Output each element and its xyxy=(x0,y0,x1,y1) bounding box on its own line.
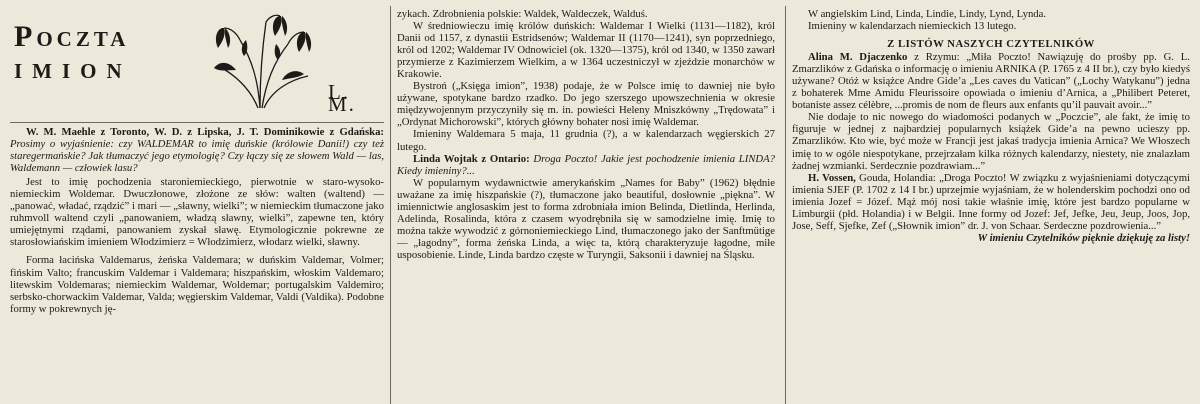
letter-author: H. Vossen, xyxy=(808,171,856,184)
answer-paragraph: Jest to imię pochodzenia staroniemieckiego, pierwotnie w staro-wysoko-niemieckim Woldemar. Dwuczłonowe, złożone ze słów: walten (waltend) — „panować, władać, rządzić” i mari — „sławny, wielki”; w niemieckim tłumaczone jako ruhmvoll waltend czyli „panowaniem, władzą sławny, wielki”, zapewne ten, który umiejętnymi rządami, panowaniem zyskał sławę. Etymologicznie pokrewne ze starosłowiańskim imieniem Włodzimierz = Włodzimierz, włodarz wielki, sławny. xyxy=(10,176,384,249)
answer-paragraph: Imieniny w kalendarzach niemieckich 13 lutego. xyxy=(808,20,1017,33)
column-2 xyxy=(397,8,775,404)
closing-line: W imieniu Czytelników pięknie dziękuję za listy! xyxy=(977,231,1190,244)
question-authors: W. M. Maehle z Toronto, W. D. z Lipska, J. T. Dominikowie z Gdańska: xyxy=(26,126,384,138)
column-3 xyxy=(792,8,1190,404)
letter-author: Alina M. Djaczenko xyxy=(808,51,908,64)
page-title-line2: imion xyxy=(14,52,132,85)
column-divider xyxy=(390,6,391,404)
answer-paragraph: Forma łacińska Valdemarus, żeńska Valdemara; w duńskim Valdemar, Volmer; fińskim Valto; francuskim Valdemar i Valdemara; hiszpańskim, włoskim Valdemaro; litewskim Voldemaras; niemieckim Waldemar, Woldemar; portugalskim Valdemiro; serbsko-chorwackim Valdemar, Valda; węgierskim Valdemar, Valdi (Valdika). Podobne formy w pokrewnych ję- xyxy=(10,254,384,315)
question-text: Droga Poczto! Jakie jest pochodzenie imienia LINDA? Kiedy imieniny?... xyxy=(397,152,775,177)
answer-paragraph: W popularnym wydawnictwie amerykańskim „Names for Baby” (1962) błędnie uważane za imię hiszpańskie (?), tłumaczone jako beautiful, dosłownie „piękna”. W imiennictwie anglosaskim jest to forma zdrobniała imion Belinda, Dietlinda, Herlinda, Adelinda, Rosalinda, która z czasem wyodrębniła się w samodzielne imię. Imię to można także wywodzić z górnoniemieckiego Lind, tłumaczonego jako der Sanftmütige — „łagodny”, forma żeńska Linda, a więc ta, którą charakteryzuje łagodne, miłe usposobienie. Linde, Linda bardzo częste w Turyngii, Saksonii i dawniej na Śląsku. xyxy=(397,176,775,261)
question-text: Prosimy o wyjaśnienie: czy WALDEMAR to imię duńskie (królowie Danii!) czy też staregermańskie? Jak tłumaczyć jego etymologię? Czy łączy się ze słowem Wald — las, Waldemann — człowiek lasu? xyxy=(10,138,384,175)
header-rule xyxy=(10,122,384,123)
answer-paragraph: Bystroń („Księga imion”, 1938) podaje, że w Polsce imię to dawniej nie było używane, spotykane bardzo rzadko. Do jego szerszego upowszechnienia w okresie międzywojennym przyczyniły się m. in. powieści Heleny Mniszkówny „Trędowata” i „Ordynat Michorowski”, których główny bohater nosi imię Waldemar. xyxy=(397,80,775,129)
column-divider xyxy=(785,6,786,404)
reader-letter xyxy=(792,51,1190,111)
section-heading: Z LISTÓW NASZYCH CZYTELNIKÓW xyxy=(887,38,1095,51)
header xyxy=(10,8,384,118)
letter-text: Gouda, Holandia: „Droga Poczto! W związku z wyjaśnieniami dotyczącymi imienia SJEF (P. 1702 z 14 I br.) uprzejmie wyjaśniam, że w holenderskim pochodzi ono od imienia Jozef = Józef. Mąż mój nosi takie właśnie imię, które jest bardzo popularne w Limburgii (płd. Holandia) i w Belgii. Inne formy od Jozef: Jef, Jefke, Jeu, Jeup, Joos, Jop, Jose, Seff, Sjefke, Zef („Słownik imion” dr. J. von Schaar. Serdeczne pozdrowienia...” xyxy=(792,171,1190,232)
reader-letter: Nie dodaje to nic nowego do wiadomości podanych w „Poczcie”, ale fakt, że imię to figuruje w jednej z najbardziej popularnych książek Gide’a na pewno ucieszy pp. Zmarzlików. Kto wie, być może w Francji jest jakaś tradycja imienia Arnica? We Włoszech imię to w ogóle niespotykane, przejrzałam kilka różnych kalendarzy, niestety, nie znalazłam żadnej wzmianki. Serdecznie pozdrawiam...” xyxy=(792,111,1190,172)
snowdrop-flowers-icon xyxy=(200,10,320,110)
reader-question xyxy=(397,153,775,177)
answer-paragraph: Imieniny Waldemara 5 maja, 11 grudnia (?), a w kalendarzach węgierskich 27 lutego. xyxy=(397,128,775,153)
author-byline: L. M. xyxy=(328,80,356,117)
letter-text: z Rzymu: „Miła Poczto! Nawiązuję do prośby pp. G. L. Zmarzlików z Gdańska o informację o imieniu ARNIKA (P. 1765 z 4 II br.), czy było kiedyś używane? Otóż w książce Andre Gide’a „Les caves du Vatican” („Lochy Watykanu”) jedna z bohaterek Mme Amidu Fleurissoire opowiada o imieniu d’Arnica, a „Philibert Peteret, botaniste assez célèbre, ...promis de nom de fleurs aux enfants qu’il pauvait avoir...” xyxy=(792,51,1190,112)
reader-letter xyxy=(792,172,1190,232)
question-authors: Linda Wojtak z Ontario: xyxy=(413,152,530,165)
page-title-line1: Poczta xyxy=(14,20,130,53)
answer-paragraph: W angielskim Lind, Linda, Lindie, Lindy, Lynd, Lynda. xyxy=(808,8,1047,20)
reader-question xyxy=(10,126,384,174)
answer-paragraph: W średniowieczu imię królów duńskich: Waldemar I Wielki (1131—1182), król Danii od 1157, z dynastii Estridsenów; Waldemar II (1170—1241), syn poprzedniego, król od 1202; Waldemar IV Odnowiciel (ok. 1320—1375), król od 1340, w 1350 zawarł przymierze z Kazimierzem Wielkim, a w 1364 uczestniczył w zjeździe monarchów w Krakowie. xyxy=(397,20,775,81)
answer-paragraph: zykach. Zdrobnienia polskie: Waldek, Waldeczek, Walduś. xyxy=(397,8,648,20)
column-1 xyxy=(10,8,384,404)
